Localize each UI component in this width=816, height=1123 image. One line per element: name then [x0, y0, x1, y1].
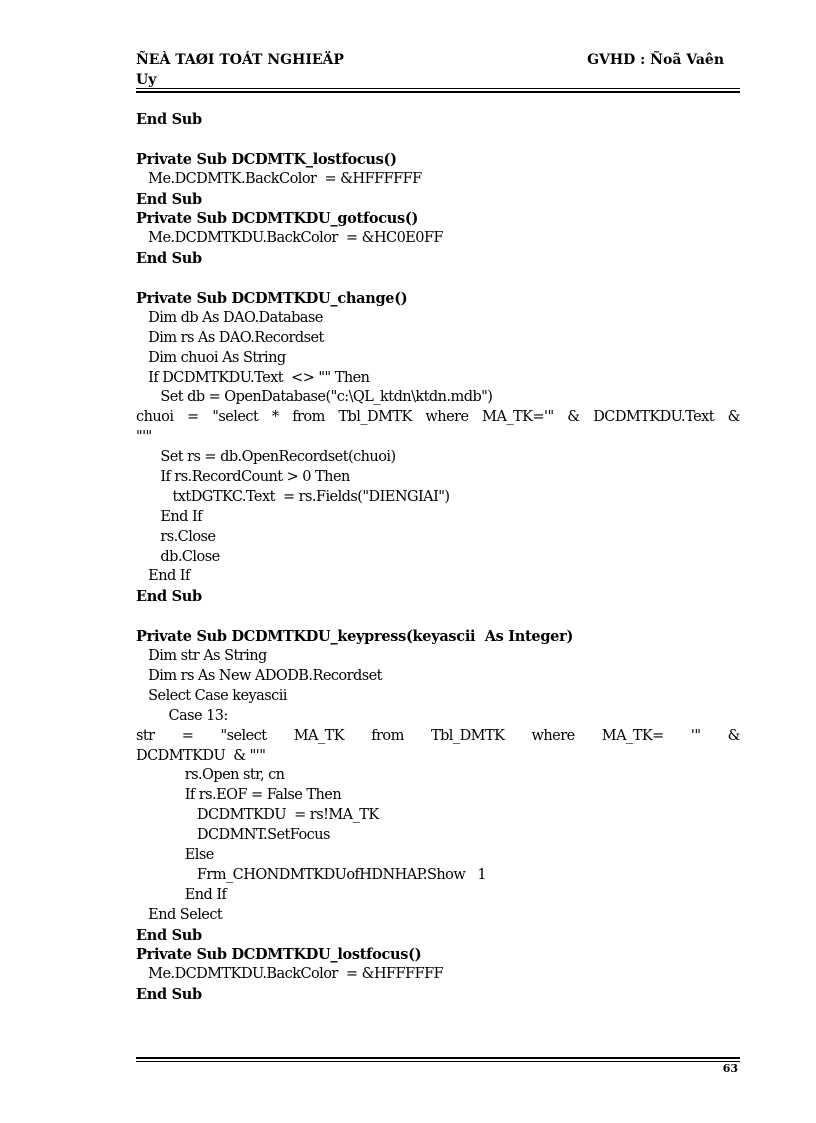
code-line: Else	[136, 846, 214, 863]
document-title	[136, 50, 344, 90]
document-title-line1: ÑEÀ TAØI TOÁT NGHIEÄP	[136, 52, 344, 68]
code-line: DCDMNT.SetFocus	[136, 827, 330, 844]
code-line: If rs.EOF = False Then	[136, 787, 342, 804]
code-line: Dim chuoi As String	[136, 349, 286, 366]
code-line: rs.Open str, cn	[136, 767, 285, 784]
code-line: chuoi = "select * from Tbl_DMTK where MA_TK='" & DCDMTKDU.Text &	[136, 409, 740, 426]
code-line: If rs.RecordCount > 0 Then	[136, 469, 350, 486]
code-line: End If	[136, 568, 190, 585]
code-line	[136, 130, 740, 150]
code-line: Dim db As DAO.Database	[136, 309, 323, 326]
code-line: "'"	[136, 429, 152, 446]
code-line: rs.Close	[136, 528, 216, 545]
supervisor-label: GVHD : Ñoã Vaên	[587, 52, 724, 68]
code-line: Private Sub DCDMTKDU_change()	[136, 290, 408, 308]
header-rule-thin	[136, 88, 740, 89]
code-listing	[136, 110, 740, 1005]
code-line: Select Case keyascii	[136, 687, 287, 704]
footer-rule-thin	[136, 1061, 740, 1062]
code-line: txtDGTKC.Text = rs.Fields("DIENGIAI")	[136, 488, 450, 505]
code-line: DCDMTKDU = rs!MA_TK	[136, 807, 379, 824]
code-line: End Sub	[136, 250, 202, 268]
code-line: Dim str As String	[136, 648, 267, 665]
code-line: End Sub	[136, 926, 202, 944]
code-line	[136, 269, 740, 289]
code-line: End If	[136, 886, 227, 903]
code-line: Private Sub DCDMTKDU_lostfocus()	[136, 946, 422, 964]
code-line: End Sub	[136, 111, 202, 128]
code-line: Dim rs As New ADODB.Recordset	[136, 667, 382, 684]
code-line: If DCDMTKDU.Text <> "" Then	[136, 369, 370, 386]
code-line: Me.DCDMTKDU.BackColor = &HC0E0FF	[136, 230, 443, 247]
code-line: Case 13:	[136, 707, 228, 724]
code-line: End Sub	[136, 986, 202, 1004]
code-line: Dim rs As DAO.Recordset	[136, 329, 324, 346]
footer-rule-thick	[136, 1057, 740, 1059]
code-line	[136, 607, 740, 627]
code-line: Me.DCDMTK.BackColor = &HFFFFFF	[136, 170, 422, 187]
code-line: str = "select MA_TK from Tbl_DMTK where MA_TK= '" &	[136, 727, 740, 744]
code-line: Private Sub DCDMTKDU_gotfocus()	[136, 210, 419, 228]
code-line: Frm_CHONDMTKDUofHDNHAP.Show 1	[136, 866, 487, 883]
code-line: Set db = OpenDatabase("c:\QL_ktdn\ktdn.mdb")	[136, 389, 493, 406]
page-number: 63	[722, 1062, 738, 1075]
code-line: DCDMTKDU & "'"	[136, 747, 266, 764]
code-line: Me.DCDMTKDU.BackColor = &HFFFFFF	[136, 966, 444, 983]
code-line: End Select	[136, 906, 223, 923]
code-line: End Sub	[136, 588, 202, 606]
code-line: Private Sub DCDMTKDU_keypress(keyascii As Integer)	[136, 628, 574, 646]
code-line: Set rs = db.OpenRecordset(chuoi)	[136, 449, 396, 466]
code-line: End If	[136, 508, 202, 525]
code-line: Private Sub DCDMTK_lostfocus()	[136, 150, 397, 168]
code-line: db.Close	[136, 548, 220, 565]
document-title-line2: Uy	[136, 72, 157, 88]
header-rule-thick	[136, 91, 740, 93]
code-line: End Sub	[136, 190, 202, 208]
